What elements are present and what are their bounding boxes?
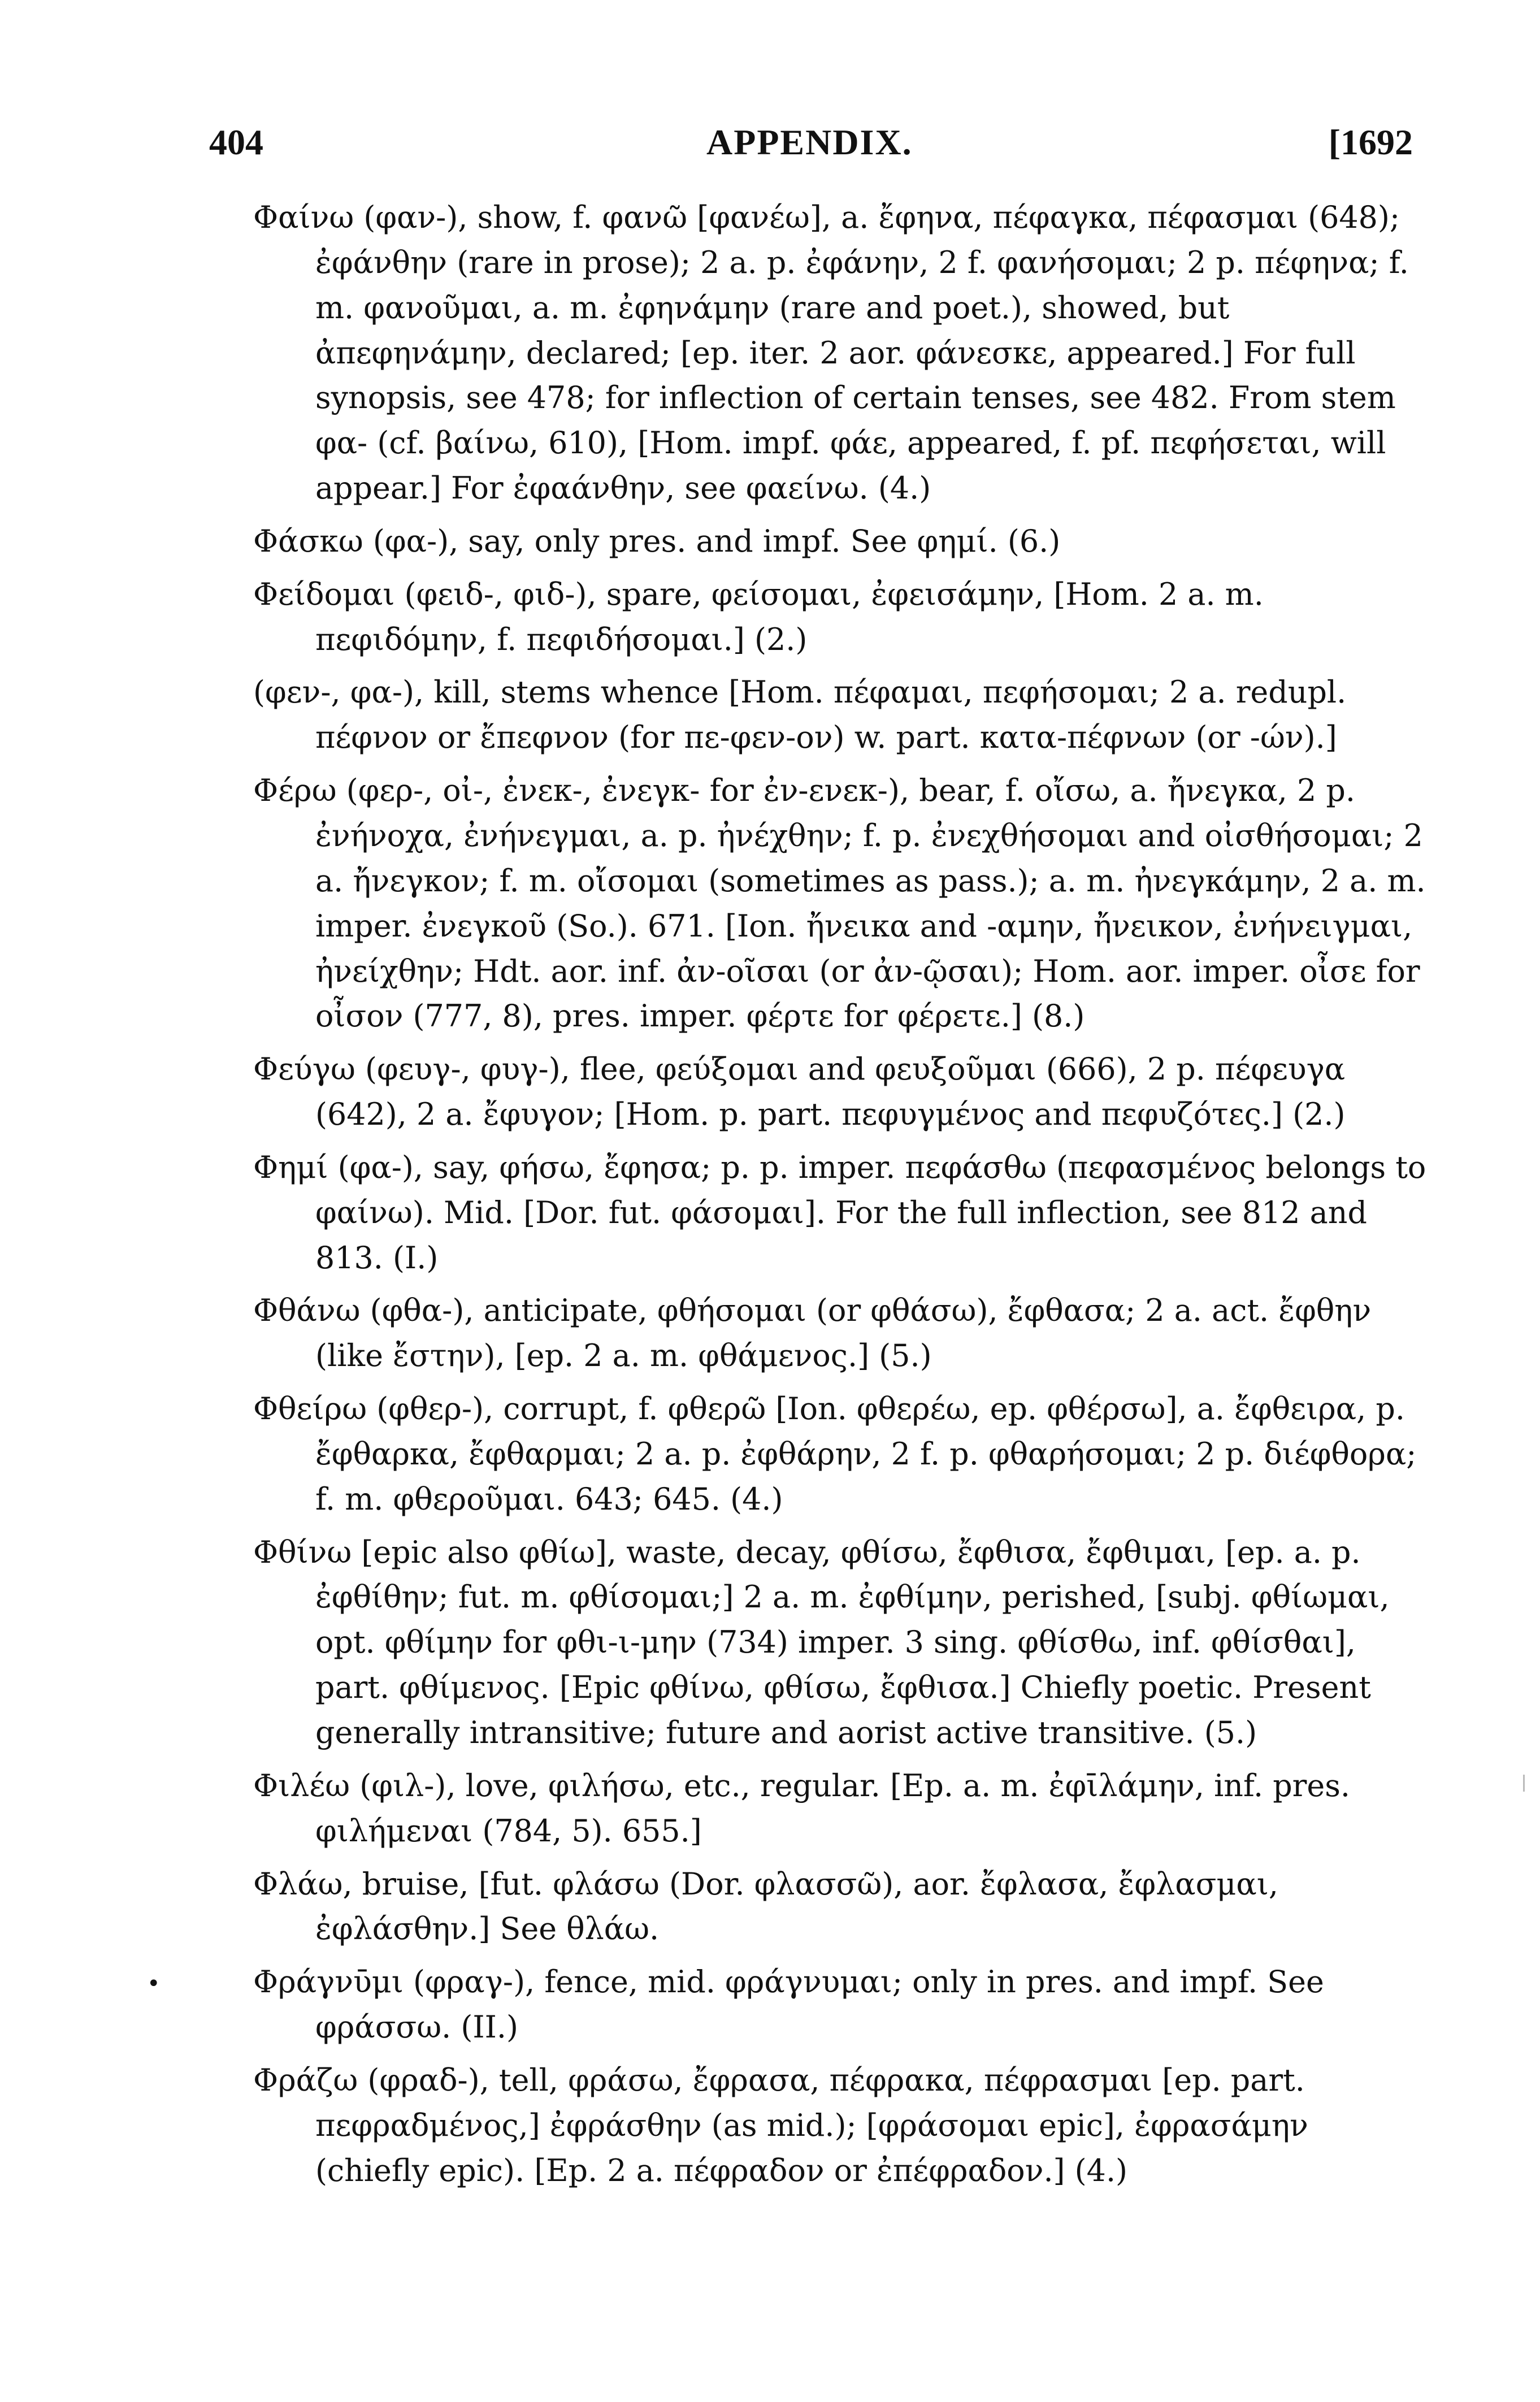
entry-phileo: Φιλέω (φιλ-), love, φιλήσω, etc., regular. [Ep. a. m. ἐφῑλάμην, inf. pres. φιλήμεναι (784, 5). 655.] xyxy=(253,1767,1351,1849)
entry-phlao: Φλάω, bruise, [fut. φλάσω (Dor. φλασσῶ), aor. ἔφλασα, ἔφλασμαι, ἐφλάσθην.] See θλάω. xyxy=(253,1866,1278,1947)
entry-phaino: Φαίνω (φαν-), show, f. φανῶ [φανέω], a. ἔφηνα, πέφαγκα, πέφασμαι (648); ἐφάνθην (rare in prose); 2 a. p. ἐφάνην, 2 f. φανήσομαι; 2 p. πέφηνα; f. m. φανοῦμαι, a. m. ἐφηνάμην (rare and poet.), showed, but ἀπεφηνάμην, declared; [ep. iter. 2 aor. φάνεσκε, appeared.] For full synopsis, see 478; for inflection of certain tenses, see 482. From stem φα- (cf. βαίνω, 610), [Hom. impf. φάε, appeared, f. pf. πεφήσεται, will appear.] For ἐφαάνθην, see φαείνω. (4.) xyxy=(253,200,1409,506)
margin-bullet: • xyxy=(147,1971,160,1997)
entry-phasko: Φάσκω (φα-), say, only pres. and impf. See φημί. (6.) xyxy=(253,523,1061,559)
entry-phthano: Φθάνω (φθα-), anticipate, φθήσομαι (or φθάσω), ἔφθασα; 2 a. act. ἔφθην (like ἔστην), [ep. 2 a. m. φθάμενος.] (5.) xyxy=(253,1293,1372,1374)
entry-pheugo: Φεύγω (φευγ-, φυγ-), flee, φεύξομαι and φευξοῦμαι (666), 2 p. πέφευγα (642), 2 a. ἔφυγον; [Hom. p. part. πεφυγμένος and πεφυζότες.] (2.) xyxy=(253,1051,1346,1133)
page-number: 404 xyxy=(209,122,263,162)
entry-phemi: Φημί (φα-), say, φήσω, ἔφησα; p. p. imper. πεφάσθω (πεφασμένος belongs to φαίνω). Mid. [Dor. fut. φάσομαι]. For the full inflection, see 812 and 813. (I.) xyxy=(253,1149,1426,1276)
entry-phthino: Φθίνω [epic also φθίω], waste, decay, φθίσω, ἔφθισα, ἔφθιμαι, [ep. a. p. ἐφθίθην; fut. m. φθίσομαι;] 2 a. m. ἐφθίμην, perished, [subj. φθίωμαι, opt. φθίμην for φθι-ι-μην (734) imper. 3 sing. φθίσθω, inf. φθίσθαι], part. φθίμενος. [Epic φθίνω, φθίσω, ἔφθισα.] Chiefly poetic. Present generally intransitive; future and aorist active transitive. (5.) xyxy=(253,1534,1390,1750)
entry-phragnumi: Φράγνῡμι (φραγ-), fence, mid. φράγνυμαι; only in pres. and impf. See φράσσω. (II.) xyxy=(253,1964,1324,2045)
section-number: [1692 xyxy=(1328,122,1413,162)
margin-mark xyxy=(1523,1775,1525,1792)
entry-phen: (φεν-, φα-), kill, stems whence [Hom. πέφαμαι, πεφήσομαι; 2 a. redupl. πέφνον or ἔπεφνον (for πε-φεν-ον) w. part. κατα-πέφνων (or -ών).] xyxy=(253,674,1347,756)
entry-phtheiro: Φθείρω (φθερ-), corrupt, f. φθερῶ [Ion. φθερέω, ep. φθέρσω], a. ἔφθειρα, p. ἔφθαρκα, ἔφθαρμαι; 2 a. p. ἐφθάρην, 2 f. p. φθαρήσομαι; 2 p. διέφθορα; f. m. φθεροῦμαι. 643; 645. (4.) xyxy=(253,1391,1417,1517)
entry-phero: Φέρω (φερ-, οἰ-, ἐνεκ-, ἐνεγκ- for ἐν-ενεκ-), bear, f. οἴσω, a. ἤνεγκα, 2 p. ἐνήνοχα, ἐνήνεγμαι, a. p. ἠνέχθην; f. p. ἐνεχθήσομαι and οἰσθήσομαι; 2 a. ἤνεγκον; f. m. οἴσομαι (sometimes as pass.); a. m. ἠνεγκάμην, 2 a. m. imper. ἐνεγκοῦ (So.). 671. [Ion. ἤνεικα and -αμην, ἤνεικον, ἐνήνειγμαι, ἠνείχθην; Hdt. aor. inf. ἀν-οῖσαι (or ἀν-ῷσαι); Hom. aor. imper. οἶσε for οἶσον (777, 8), pres. imper. φέρτε for φέρετε.] (8.) xyxy=(253,773,1426,1034)
entry-pheidomai: Φείδομαι (φειδ-, φιδ-), spare, φείσομαι, ἐφεισάμην, [Hom. 2 a. m. πεφιδόμην, f. πεφιδήσομαι.] (2.) xyxy=(253,576,1264,657)
running-title: APPENDIX. xyxy=(706,122,913,162)
entry-phrazo: Φράζω (φραδ-), tell, φράσω, ἔφρασα, πέφρακα, πέφρασμαι [ep. part. πεφραδμένος,] ἐφράσθην (as mid.); [φράσομαι epic], ἐφρασάμην (chiefly epic). [Ep. 2 a. πέφραδον or ἐπέφραδον.] (4.) xyxy=(253,2062,1308,2188)
